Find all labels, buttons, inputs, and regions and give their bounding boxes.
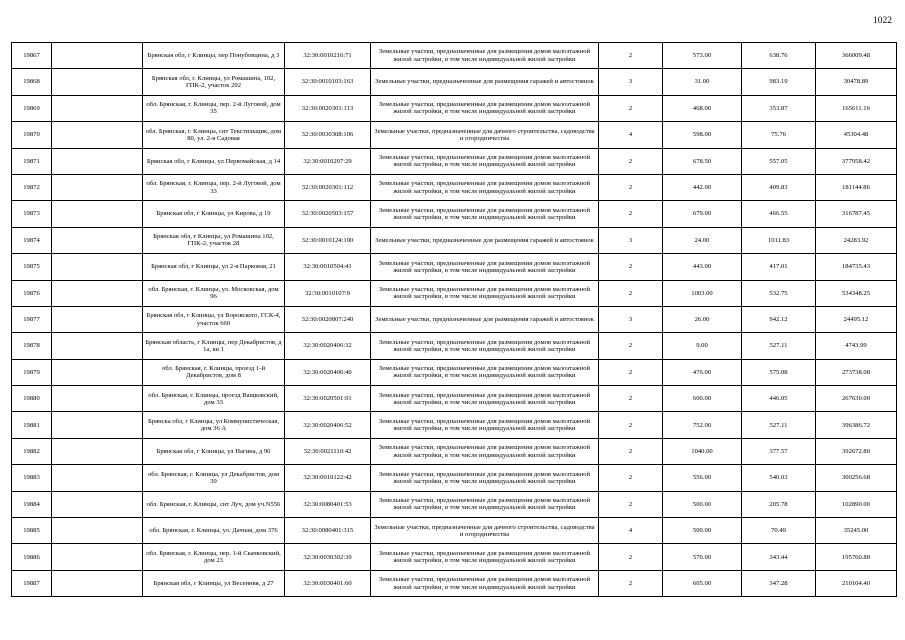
address-cell: Брянская область, г Клинцы, пер Декабристов, д 1а, кв 1 <box>143 333 285 359</box>
cadastral-value-cell: 300256.68 <box>816 465 897 491</box>
empty-cell <box>52 148 143 174</box>
table-row <box>12 465 897 491</box>
table-row <box>12 438 897 464</box>
empty-cell <box>52 465 143 491</box>
land-use-cell: Земельные участки, предназначенные для размещения домов малоэтажной жилой застройки, в том числе индивидуальной жилой застройки <box>371 95 599 121</box>
cadastral-number-cell: 32:30:0030308:106 <box>285 122 371 148</box>
address-cell: Брянская обл, г Клинцы, ул Кирова, д 19 <box>143 201 285 227</box>
address-cell: обл. Брянская, г. Клинцы, ул. Московская, дом 96 <box>143 280 285 306</box>
empty-cell <box>52 491 143 517</box>
row-number-cell: 19873 <box>12 201 52 227</box>
address-cell: Брянская обл, г Клинцы, ул Воровского, ГСК-4, участок 660 <box>143 306 285 332</box>
table-row <box>12 570 897 596</box>
cadastral-number-cell: 32:30:0010103:163 <box>285 69 371 95</box>
row-number-cell: 19874 <box>12 227 52 253</box>
specific-value-cell: 75.76 <box>742 122 816 148</box>
use-group-cell: 4 <box>599 122 663 148</box>
table-row <box>12 201 897 227</box>
land-use-cell: Земельные участки, предназначенные для размещения домов малоэтажной жилой застройки, в том числе индивидуальной жилой застройки <box>371 544 599 570</box>
land-use-cell: Земельные участки, предназначенные для дачного строительства, садоводства и огородничества <box>371 122 599 148</box>
specific-value-cell: 446.05 <box>742 386 816 412</box>
specific-value-cell: 377.57 <box>742 438 816 464</box>
specific-value-cell: 527.11 <box>742 333 816 359</box>
land-use-cell: Земельные участки, предназначенные для размещения гаражей и автостоянок <box>371 69 599 95</box>
address-cell: Брянская обл, г Клинцы, ул Ромашина 102, ГПК-2, участок 28 <box>143 227 285 253</box>
address-cell: Брянская обл, г Клинцы, ул Нагина, д 90 <box>143 438 285 464</box>
cadastral-number-cell: 32:30:0020301:112 <box>285 174 371 200</box>
use-group-cell: 3 <box>599 306 663 332</box>
table-row <box>12 333 897 359</box>
cadastral-number-cell: 32:30:0010207:29 <box>285 148 371 174</box>
use-group-cell: 2 <box>599 359 663 385</box>
address-cell: Брянская обл, г. Клинцы, ул Ромашина, 102, ГПК-2, участок 292 <box>143 69 285 95</box>
specific-value-cell: 1011.83 <box>742 227 816 253</box>
use-group-cell: 2 <box>599 280 663 306</box>
specific-value-cell: 353.87 <box>742 95 816 121</box>
row-number-cell: 19885 <box>12 518 52 544</box>
use-group-cell: 2 <box>599 43 663 69</box>
cadastral-number-cell: 32:30:0020301:113 <box>285 95 371 121</box>
use-group-cell: 2 <box>599 544 663 570</box>
empty-cell <box>52 254 143 280</box>
cadastral-value-cell: 210104.40 <box>816 570 897 596</box>
use-group-cell: 2 <box>599 95 663 121</box>
row-number-cell: 19887 <box>12 570 52 596</box>
use-group-cell: 2 <box>599 333 663 359</box>
specific-value-cell: 466.55 <box>742 201 816 227</box>
table-row <box>12 95 897 121</box>
cadastral-value-cell: 24283.92 <box>816 227 897 253</box>
area-cell: 24.00 <box>663 227 742 253</box>
empty-cell <box>52 227 143 253</box>
empty-cell <box>52 122 143 148</box>
row-number-cell: 19875 <box>12 254 52 280</box>
empty-cell <box>52 306 143 332</box>
cadastral-number-cell: 32:30:0030302:39 <box>285 544 371 570</box>
land-use-cell: Земельные участки, предназначенные для размещения домов малоэтажной жилой застройки, в том числе индивидуальной жилой застройки <box>371 412 599 438</box>
table-row <box>12 518 897 544</box>
area-cell: 500.00 <box>663 491 742 517</box>
cadastral-number-cell: 32:30:0010216:71 <box>285 43 371 69</box>
cadastral-value-cell: 35245.00 <box>816 518 897 544</box>
area-cell: 605.00 <box>663 570 742 596</box>
use-group-cell: 2 <box>599 465 663 491</box>
address-cell: обл. Брянская, г. Клинцы, проезд 1-й Декабристов, дом 8 <box>143 359 285 385</box>
land-use-cell: Земельные участки, предназначенные для размещения гаражей и автостоянок <box>371 227 599 253</box>
table-row <box>12 386 897 412</box>
area-cell: 476.00 <box>663 359 742 385</box>
land-use-cell: Земельные участки, предназначенные для размещения домов малоэтажной жилой застройки, в том числе индивидуальной жилой застройки <box>371 254 599 280</box>
land-use-cell: Земельные участки, предназначенные для размещения домов малоэтажной жилой застройки, в том числе индивидуальной жилой застройки <box>371 43 599 69</box>
use-group-cell: 2 <box>599 148 663 174</box>
area-cell: 678.50 <box>663 148 742 174</box>
empty-cell <box>52 333 143 359</box>
table-row <box>12 412 897 438</box>
row-number-cell: 19880 <box>12 386 52 412</box>
row-number-cell: 19867 <box>12 43 52 69</box>
area-cell: 468.00 <box>663 95 742 121</box>
cadastral-number-cell: 32:30:0010107:9 <box>285 280 371 306</box>
row-number-cell: 19883 <box>12 465 52 491</box>
address-cell: обл. Брянская, г. Клинцы, пер. 2-й Луговой, дом 35 <box>143 95 285 121</box>
cadastral-value-cell: 366009.48 <box>816 43 897 69</box>
cadastral-value-cell: 396386.72 <box>816 412 897 438</box>
row-number-cell: 19886 <box>12 544 52 570</box>
area-cell: 556.00 <box>663 465 742 491</box>
empty-cell <box>52 174 143 200</box>
table-row <box>12 148 897 174</box>
specific-value-cell: 343.44 <box>742 544 816 570</box>
cadastral-value-cell: 184735.43 <box>816 254 897 280</box>
use-group-cell: 2 <box>599 201 663 227</box>
specific-value-cell: 638.76 <box>742 43 816 69</box>
land-use-cell: Земельные участки, предназначенные для размещения домов малоэтажной жилой застройки, в том числе индивидуальной жилой застройки <box>371 359 599 385</box>
address-cell: обл. Брянская, г. Клинцы, пер. 2-й Луговой, дом 33 <box>143 174 285 200</box>
empty-cell <box>52 43 143 69</box>
empty-cell <box>52 544 143 570</box>
table-row <box>12 254 897 280</box>
cadastral-value-cell: 195760.80 <box>816 544 897 570</box>
land-use-cell: Земельные участки, предназначенные для размещения домов малоэтажной жилой застройки, в том числе индивидуальной жилой застройки <box>371 148 599 174</box>
specific-value-cell: 70.49 <box>742 518 816 544</box>
cadastral-value-cell: 534348.25 <box>816 280 897 306</box>
cadastral-value-cell: 316787.45 <box>816 201 897 227</box>
empty-cell <box>52 386 143 412</box>
empty-cell <box>52 359 143 385</box>
empty-cell <box>52 412 143 438</box>
area-cell: 752.00 <box>663 412 742 438</box>
page-number: 1022 <box>873 16 892 26</box>
cadastral-number-cell: 32:30:0010124:100 <box>285 227 371 253</box>
address-cell: обл. Брянская, г. Клинцы, ул. Дачная, дом 376 <box>143 518 285 544</box>
cadastral-number-cell: 32:30:0080401:53 <box>285 491 371 517</box>
cadastral-number-cell: 32:30:0080401:315 <box>285 518 371 544</box>
use-group-cell: 2 <box>599 386 663 412</box>
row-number-cell: 19876 <box>12 280 52 306</box>
area-cell: 598.00 <box>663 122 742 148</box>
use-group-cell: 2 <box>599 174 663 200</box>
specific-value-cell: 532.75 <box>742 280 816 306</box>
specific-value-cell: 417.01 <box>742 254 816 280</box>
address-cell: обл. Брянская, г. Клинцы, снт Луч, дом уч.N556 <box>143 491 285 517</box>
area-cell: 679.00 <box>663 201 742 227</box>
row-number-cell: 19871 <box>12 148 52 174</box>
address-cell: обл. Брянская, г. Клинцы, снт Текстильщик, дом 80, ул. 2-я Садовая <box>143 122 285 148</box>
cadastral-value-cell: 4743.99 <box>816 333 897 359</box>
land-use-cell: Земельные участки, предназначенные для размещения домов малоэтажной жилой застройки, в том числе индивидуальной жилой застройки <box>371 174 599 200</box>
specific-value-cell: 942.12 <box>742 306 816 332</box>
use-group-cell: 2 <box>599 438 663 464</box>
cadastral-number-cell: 32:30:0020406:40 <box>285 359 371 385</box>
address-cell: обл. Брянская, г. Клинцы, пер. 1-й Скачковский, дом 23 <box>143 544 285 570</box>
cadastral-value-cell: 45304.48 <box>816 122 897 148</box>
use-group-cell: 3 <box>599 69 663 95</box>
empty-cell <box>52 438 143 464</box>
row-number-cell: 19878 <box>12 333 52 359</box>
row-number-cell: 19884 <box>12 491 52 517</box>
table-row <box>12 227 897 253</box>
area-cell: 600.00 <box>663 386 742 412</box>
area-cell: 443.00 <box>663 254 742 280</box>
row-number-cell: 19879 <box>12 359 52 385</box>
row-number-cell: 19882 <box>12 438 52 464</box>
empty-cell <box>52 570 143 596</box>
cadastral-value-cell: 30478.89 <box>816 69 897 95</box>
land-use-cell: Земельные участки, предназначенные для размещения домов малоэтажной жилой застройки, в том числе индивидуальной жилой застройки <box>371 570 599 596</box>
land-use-cell: Земельные участки, предназначенные для размещения домов малоэтажной жилой застройки, в том числе индивидуальной жилой застройки <box>371 333 599 359</box>
cadastral-number-cell: 32:30:0020406:52 <box>285 412 371 438</box>
specific-value-cell: 205.78 <box>742 491 816 517</box>
area-cell: 1040.00 <box>663 438 742 464</box>
row-number-cell: 19872 <box>12 174 52 200</box>
cadastral-number-cell: 32:30:0020807:240 <box>285 306 371 332</box>
cadastral-value-cell: 165611.16 <box>816 95 897 121</box>
specific-value-cell: 540.03 <box>742 465 816 491</box>
cadastral-value-cell: 377958.42 <box>816 148 897 174</box>
cadastral-value-cell: 102890.00 <box>816 491 897 517</box>
cadastral-number-cell: 32:30:0030401:60 <box>285 570 371 596</box>
specific-value-cell: 557.05 <box>742 148 816 174</box>
area-cell: 573.00 <box>663 43 742 69</box>
area-cell: 31.00 <box>663 69 742 95</box>
empty-cell <box>52 280 143 306</box>
land-use-cell: Земельные участки, предназначенные для размещения домов малоэтажной жилой застройки, в том числе индивидуальной жилой застройки <box>371 491 599 517</box>
specific-value-cell: 347.28 <box>742 570 816 596</box>
land-use-cell: Земельные участки, предназначенные для размещения домов малоэтажной жилой застройки, в том числе индивидуальной жилой застройки <box>371 465 599 491</box>
use-group-cell: 2 <box>599 570 663 596</box>
cadastral-value-cell: 392672.80 <box>816 438 897 464</box>
empty-cell <box>52 95 143 121</box>
cadastral-number-cell: 32:30:0020503:157 <box>285 201 371 227</box>
address-cell: обл. Брянская, г. Клинцы, ул Декабристов, дом 39 <box>143 465 285 491</box>
cadastral-value-cell: 24495.12 <box>816 306 897 332</box>
row-number-cell: 19869 <box>12 95 52 121</box>
land-use-cell: Земельные участки, предназначенные для дачного строительства, садоводства и огородничества <box>371 518 599 544</box>
address-cell: Брянская обл, г Клинцы, ул 2-я Парковая, 21 <box>143 254 285 280</box>
cadastral-number-cell: 32:30:0020406:32 <box>285 333 371 359</box>
land-use-cell: Земельные участки, предназначенные для размещения домов малоэтажной жилой застройки, в том числе индивидуальной жилой застройки <box>371 201 599 227</box>
address-cell: Брянская обл, г Клинцы, пер Понубовцина, д 3 <box>143 43 285 69</box>
table-row <box>12 174 897 200</box>
table-row <box>12 491 897 517</box>
table-row <box>12 359 897 385</box>
land-use-cell: Земельные участки, предназначенные для размещения домов малоэтажной жилой застройки, в том числе индивидуальной жилой застройки <box>371 280 599 306</box>
row-number-cell: 19870 <box>12 122 52 148</box>
area-cell: 26.00 <box>663 306 742 332</box>
area-cell: 1003.00 <box>663 280 742 306</box>
cadastral-value-cell: 267630.00 <box>816 386 897 412</box>
table-row <box>12 69 897 95</box>
address-cell: обл. Брянская, г. Клинцы, проезд Ващковский, дом 33 <box>143 386 285 412</box>
specific-value-cell: 983.19 <box>742 69 816 95</box>
cadastral-number-cell: 32:30:0010504:41 <box>285 254 371 280</box>
cadastral-number-cell: 32:30:0010122:42 <box>285 465 371 491</box>
land-use-cell: Земельные участки, предназначенные для размещения гаражей и автостоянок <box>371 306 599 332</box>
row-number-cell: 19877 <box>12 306 52 332</box>
row-number-cell: 19881 <box>12 412 52 438</box>
use-group-cell: 2 <box>599 254 663 280</box>
area-cell: 500.00 <box>663 518 742 544</box>
table-row <box>12 306 897 332</box>
table-body <box>12 43 897 597</box>
address-cell: Брянская обл, г Клинцы, ул Весенняя, д 27 <box>143 570 285 596</box>
cadastral-value-cell: 181144.86 <box>816 174 897 200</box>
use-group-cell: 4 <box>599 518 663 544</box>
area-cell: 442.00 <box>663 174 742 200</box>
use-group-cell: 2 <box>599 412 663 438</box>
address-cell: Брянска обл, г Клинцы, ул Коммунистическая, дом 36 А <box>143 412 285 438</box>
land-registry-table <box>11 42 897 597</box>
specific-value-cell: 575.08 <box>742 359 816 385</box>
row-number-cell: 19868 <box>12 69 52 95</box>
address-cell: Брянская обл, г Клинцы, ул Первомайская, д 14 <box>143 148 285 174</box>
cadastral-number-cell: 32:30:0021110:42 <box>285 438 371 464</box>
table-row <box>12 122 897 148</box>
empty-cell <box>52 201 143 227</box>
empty-cell <box>52 518 143 544</box>
table-row <box>12 280 897 306</box>
area-cell: 9.00 <box>663 333 742 359</box>
table-row <box>12 544 897 570</box>
use-group-cell: 2 <box>599 491 663 517</box>
cadastral-number-cell: 32:30:0020501:91 <box>285 386 371 412</box>
land-use-cell: Земельные участки, предназначенные для размещения домов малоэтажной жилой застройки, в том числе индивидуальной жилой застройки <box>371 438 599 464</box>
specific-value-cell: 409.83 <box>742 174 816 200</box>
land-use-cell: Земельные участки, предназначенные для размещения домов малоэтажной жилой застройки, в том числе индивидуальной жилой застройки <box>371 386 599 412</box>
table-row <box>12 43 897 69</box>
cadastral-value-cell: 273738.08 <box>816 359 897 385</box>
empty-cell <box>52 69 143 95</box>
use-group-cell: 3 <box>599 227 663 253</box>
area-cell: 570.00 <box>663 544 742 570</box>
specific-value-cell: 527.11 <box>742 412 816 438</box>
